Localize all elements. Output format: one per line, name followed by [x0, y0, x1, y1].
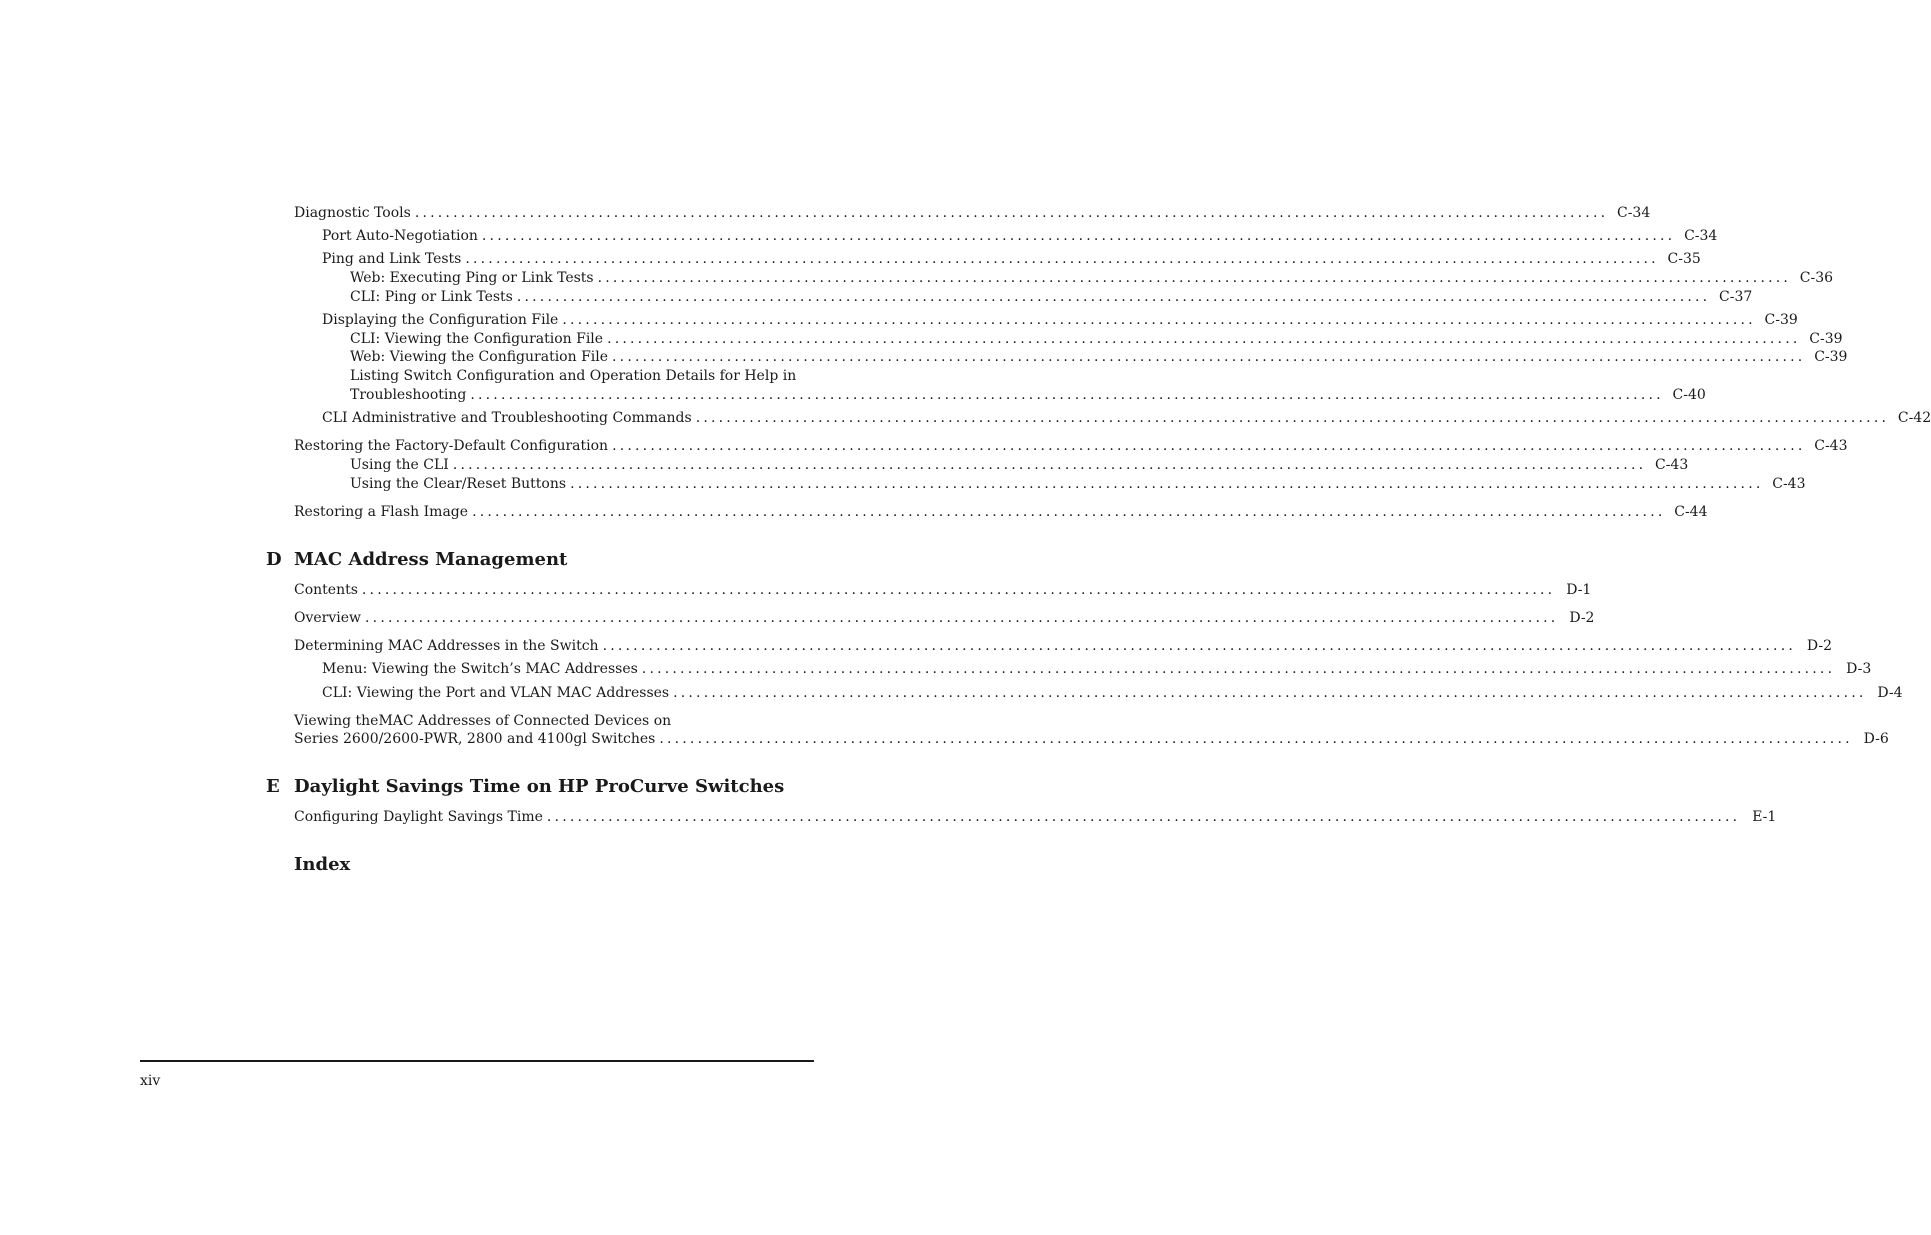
leader-dots: ............................................................................................................................................................	[546, 809, 1741, 825]
appendix-letter: D	[266, 549, 282, 570]
leader-dots: ............................................................................................................................................................	[607, 331, 1801, 347]
leader-dots: ............................................................................................................................................................	[365, 610, 1559, 626]
leader-dots: ............................................................................................................................................................	[641, 661, 1836, 677]
toc-entry-page: C-44	[1674, 504, 1708, 520]
toc-entry-title: Contents	[294, 582, 358, 598]
appendix-title[interactable]: Daylight Savings Time on HP ProCurve Switches	[294, 776, 785, 797]
toc-entry-title: Diagnostic Tools	[294, 205, 411, 221]
toc-entry-page: C-39	[1809, 331, 1843, 347]
toc-entry-page: D-2	[1806, 638, 1832, 654]
toc-entry-page: C-42	[1897, 410, 1931, 426]
leader-dots: ............................................................................................................................................................	[516, 289, 1711, 305]
page-number: xiv	[140, 1073, 161, 1089]
toc-entry-restoring-flash-image[interactable]	[294, 503, 1708, 521]
toc-entry-displaying-config-file[interactable]	[322, 311, 1798, 329]
index-heading[interactable]: Index	[294, 854, 351, 875]
toc-entry-title: CLI: Viewing the Configuration File	[350, 331, 604, 347]
toc-entry-title: Restoring the Factory-Default Configuration	[294, 438, 609, 454]
toc-entry-title: Web: Viewing the Configuration File	[350, 349, 609, 365]
toc-entry-determining-mac[interactable]	[294, 637, 1832, 655]
leader-dots: ............................................................................................................................................................	[361, 582, 1556, 598]
toc-entry-web-viewing-config[interactable]	[350, 348, 1848, 366]
leader-dots: ............................................................................................................................................................	[695, 410, 1890, 426]
appendix-title[interactable]: MAC Address Management	[294, 549, 568, 570]
toc-entry-cli-viewing-config[interactable]	[350, 330, 1843, 348]
footer-rule	[140, 1060, 814, 1062]
toc-entry-diagnostic-tools[interactable]	[294, 204, 1651, 222]
toc-entry-title: Restoring a Flash Image	[294, 504, 469, 520]
toc-entry-page: E-1	[1752, 809, 1777, 825]
toc-entry-page: C-34	[1684, 228, 1718, 244]
toc-entry-title: Determining MAC Addresses in the Switch	[294, 638, 599, 654]
toc-entry-title: Series 2600/2600-PWR, 2800 and 4100gl Switches	[294, 731, 656, 747]
toc-entry-troubleshooting[interactable]	[350, 386, 1706, 404]
toc-entry-using-clear-reset[interactable]	[350, 475, 1806, 493]
toc-entry-page: C-36	[1799, 270, 1834, 286]
toc-entry-title: CLI: Ping or Link Tests	[350, 289, 513, 305]
toc-entry-viewing-connected-devices-line1[interactable]: Viewing theMAC Addresses of Connected Devices on	[294, 713, 672, 729]
toc-entry-page: D-6	[1863, 731, 1889, 747]
leader-dots: ............................................................................................................................................................	[612, 438, 1806, 454]
toc-entry-contents[interactable]	[294, 581, 1592, 599]
toc-entry-page: C-35	[1667, 251, 1701, 267]
toc-entry-restoring-factory-default[interactable]	[294, 437, 1848, 455]
toc-entry-page: C-39	[1814, 349, 1848, 365]
toc-entry-title: CLI: Viewing the Port and VLAN MAC Addresses	[322, 685, 670, 701]
leader-dots: ............................................................................................................................................................	[465, 251, 1659, 267]
appendix-letter: E	[266, 776, 280, 797]
leader-dots: ............................................................................................................................................................	[452, 457, 1647, 473]
toc-entry-title: Displaying the Configuration File	[322, 312, 559, 328]
leader-dots: ............................................................................................................................................................	[659, 731, 1853, 747]
leader-dots: ............................................................................................................................................................	[470, 387, 1664, 403]
leader-dots: ............................................................................................................................................................	[562, 312, 1756, 328]
leader-dots: ............................................................................................................................................................	[472, 504, 1666, 520]
toc-entry-title: CLI Administrative and Troubleshooting Commands	[322, 410, 692, 426]
leader-dots: ............................................................................................................................................................	[597, 270, 1792, 286]
toc-entry-page: D-1	[1566, 582, 1592, 598]
toc-entry-page: C-40	[1672, 387, 1706, 403]
toc-entry-title: Using the CLI	[350, 457, 449, 473]
toc-entry-menu-viewing-mac[interactable]	[322, 660, 1872, 678]
toc-entry-title: Menu: Viewing the Switch’s MAC Addresses	[322, 661, 638, 677]
toc-entry-page: C-43	[1814, 438, 1848, 454]
toc-entry-page: C-39	[1764, 312, 1798, 328]
leader-dots: ............................................................................................................................................................	[612, 349, 1806, 365]
toc-entry-title: Ping and Link Tests	[322, 251, 462, 267]
leader-dots: ............................................................................................................................................................	[570, 476, 1764, 492]
toc-entry-cli-viewing-port-vlan-mac[interactable]	[322, 684, 1903, 702]
leader-dots: ............................................................................................................................................................	[673, 685, 1867, 701]
toc-entry-configuring-dst[interactable]	[294, 808, 1777, 826]
toc-entry-title: Configuring Daylight Savings Time	[294, 809, 543, 825]
toc-entry-using-the-cli[interactable]	[350, 456, 1689, 474]
toc-entry-title: Web: Executing Ping or Link Tests	[350, 270, 594, 286]
toc-entry-web-executing-ping[interactable]	[350, 269, 1834, 287]
toc-entry-page: D-4	[1877, 685, 1903, 701]
toc-entry-title: Port Auto-Negotiation	[322, 228, 478, 244]
toc-entry-page: C-37	[1719, 289, 1753, 305]
leader-dots: ............................................................................................................................................................	[414, 205, 1609, 221]
toc-entry-page: C-43	[1772, 476, 1806, 492]
toc-entry-listing-switch-config-line1[interactable]: Listing Switch Configuration and Operation Details for Help in	[350, 368, 797, 384]
toc-entry-title: Using the Clear/Reset Buttons	[350, 476, 567, 492]
toc-entry-page: D-2	[1569, 610, 1595, 626]
toc-entry-overview[interactable]	[294, 609, 1595, 627]
toc-entry-title: Troubleshooting	[350, 387, 467, 403]
toc-entry-ping-and-link-tests[interactable]	[322, 250, 1701, 268]
leader-dots: ............................................................................................................................................................	[602, 638, 1796, 654]
toc-entry-page: D-3	[1846, 661, 1872, 677]
toc-entry-cli-ping[interactable]	[350, 288, 1753, 306]
toc-entry-page: C-43	[1654, 457, 1689, 473]
toc-entry-title: Overview	[294, 610, 362, 626]
toc-entry-series-switches[interactable]	[294, 730, 1889, 748]
toc-entry-cli-admin-commands[interactable]	[322, 409, 1931, 427]
toc-entry-page: C-34	[1616, 205, 1651, 221]
leader-dots: ............................................................................................................................................................	[481, 228, 1676, 244]
toc-entry-port-auto-negotiation[interactable]	[322, 227, 1718, 245]
